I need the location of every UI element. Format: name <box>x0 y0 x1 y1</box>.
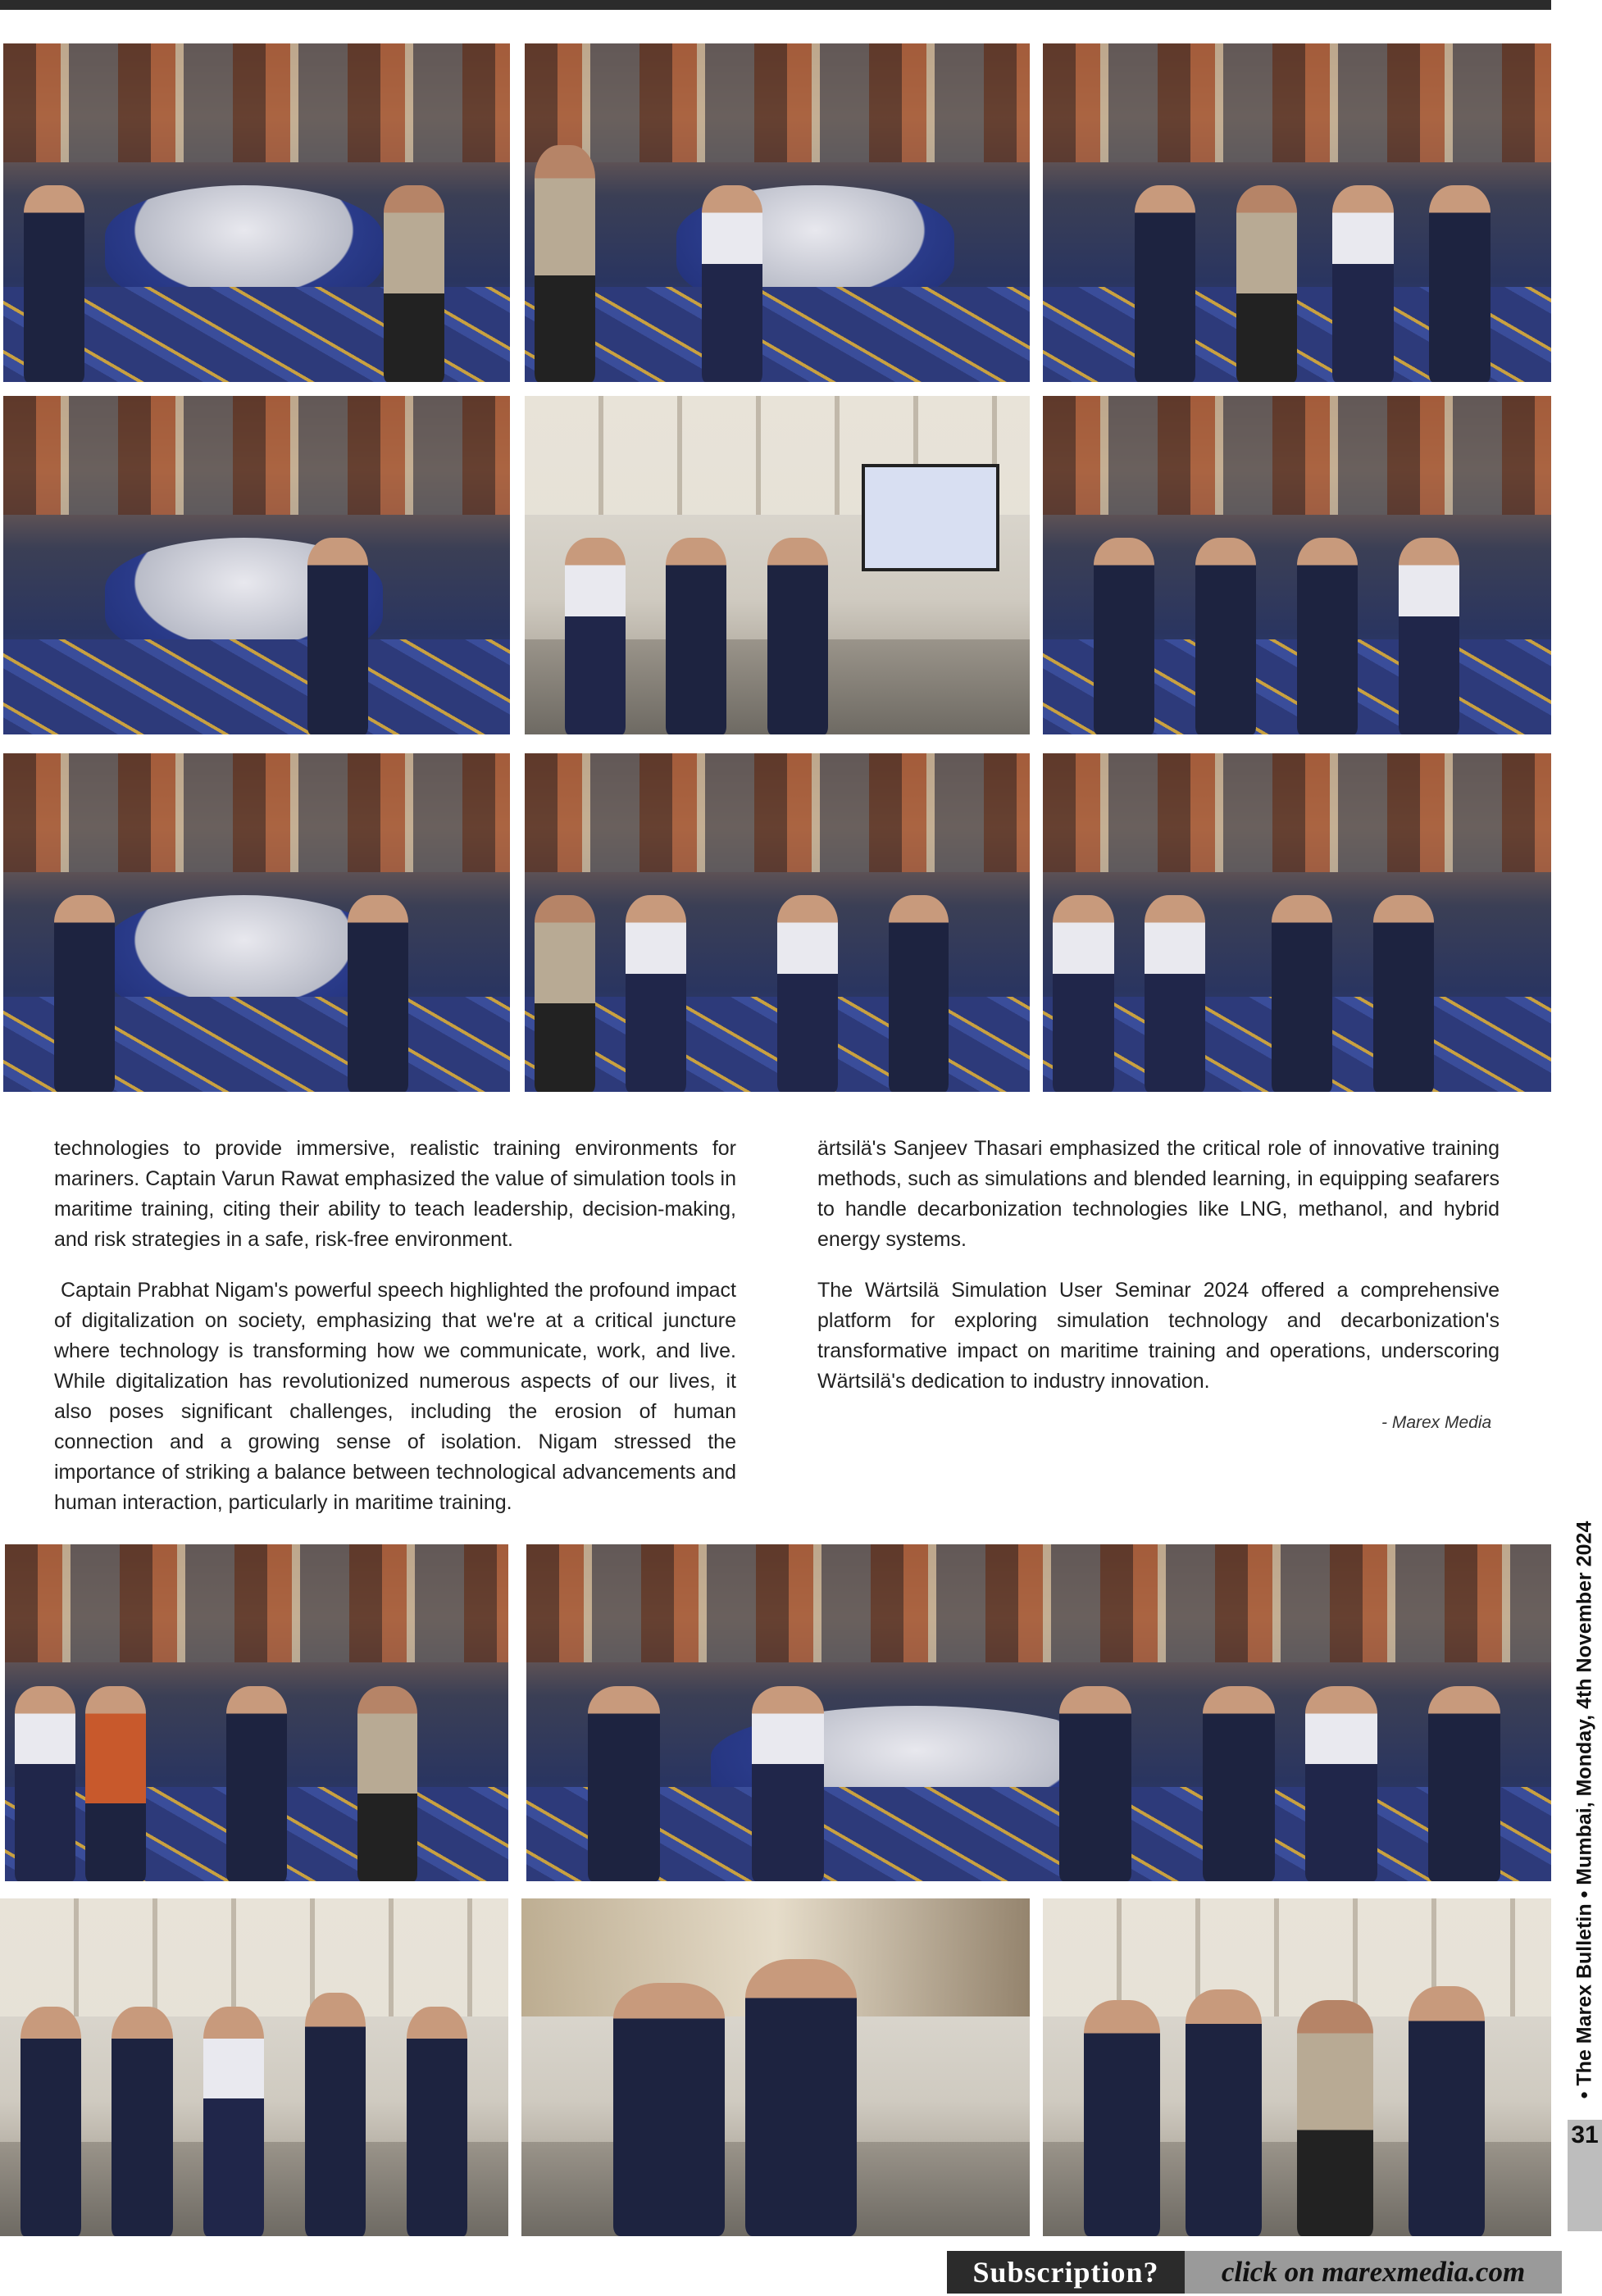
page-number: 31 <box>1571 2121 1599 2148</box>
event-photo <box>3 753 510 1092</box>
article-left-column <box>54 1134 736 1539</box>
event-photo <box>1043 753 1551 1092</box>
subscription-label: Subscription? <box>947 2251 1185 2294</box>
event-photo <box>1043 1898 1551 2236</box>
event-photo <box>525 396 1030 734</box>
publication-sidebar <box>1564 1507 1602 2113</box>
event-photo <box>526 1544 1551 1881</box>
event-photo <box>3 396 510 734</box>
event-photo <box>525 753 1030 1092</box>
event-photo <box>525 43 1030 382</box>
article-credit: - Marex Media <box>1381 1413 1492 1432</box>
paragraph: Captain Prabhat Nigam's powerful speech highlighted the profound impact of digitalization on society, emphasizing that we're at a critical juncture where technology is transforming how we communicate, work, and live. While digitalization has revolutionized numerous aspects of our lives, it also poses significant challenges, including the erosion of human connection and a growing sense of isolation. Nigam stressed the importance of striking a balance between technological advancements and human interaction, particularly in maritime training. <box>54 1279 736 1514</box>
top-rule <box>0 0 1551 10</box>
event-photo <box>1043 43 1551 382</box>
event-photo <box>521 1898 1030 2236</box>
paragraph: The Wärtsilä Simulation User Seminar 2024 offered a comprehensive platform for exploring simulation technology and decarbonization's transformative impact on maritime training and operations, underscoring Wärtsilä's dedication to industry innovation. <box>817 1279 1500 1393</box>
publication-line: • The Marex Bulletin • Mumbai, Monday, 4th November 2024 <box>1572 1521 1596 2099</box>
event-photo <box>1043 396 1551 734</box>
event-photo <box>5 1544 508 1881</box>
event-photo <box>3 43 510 382</box>
paragraph: technologies to provide immersive, realistic training environments for mariners. Captain Varun Rawat emphasized the value of simulation tools in maritime training, citing their ability to teach leadership, decision-making, and risk strategies in a safe, risk-free environment. <box>54 1137 736 1251</box>
article-right-column <box>817 1134 1500 1417</box>
paragraph: ärtsilä's Sanjeev Thasari emphasized the critical role of innovative training methods, such as simulations and blended learning, in equipping seafarers to handle decarbonization technologies like LNG, methanol, and hybrid energy systems. <box>817 1137 1500 1251</box>
event-photo <box>0 1898 508 2236</box>
subscription-link[interactable]: click on marexmedia.com <box>1185 2251 1562 2294</box>
